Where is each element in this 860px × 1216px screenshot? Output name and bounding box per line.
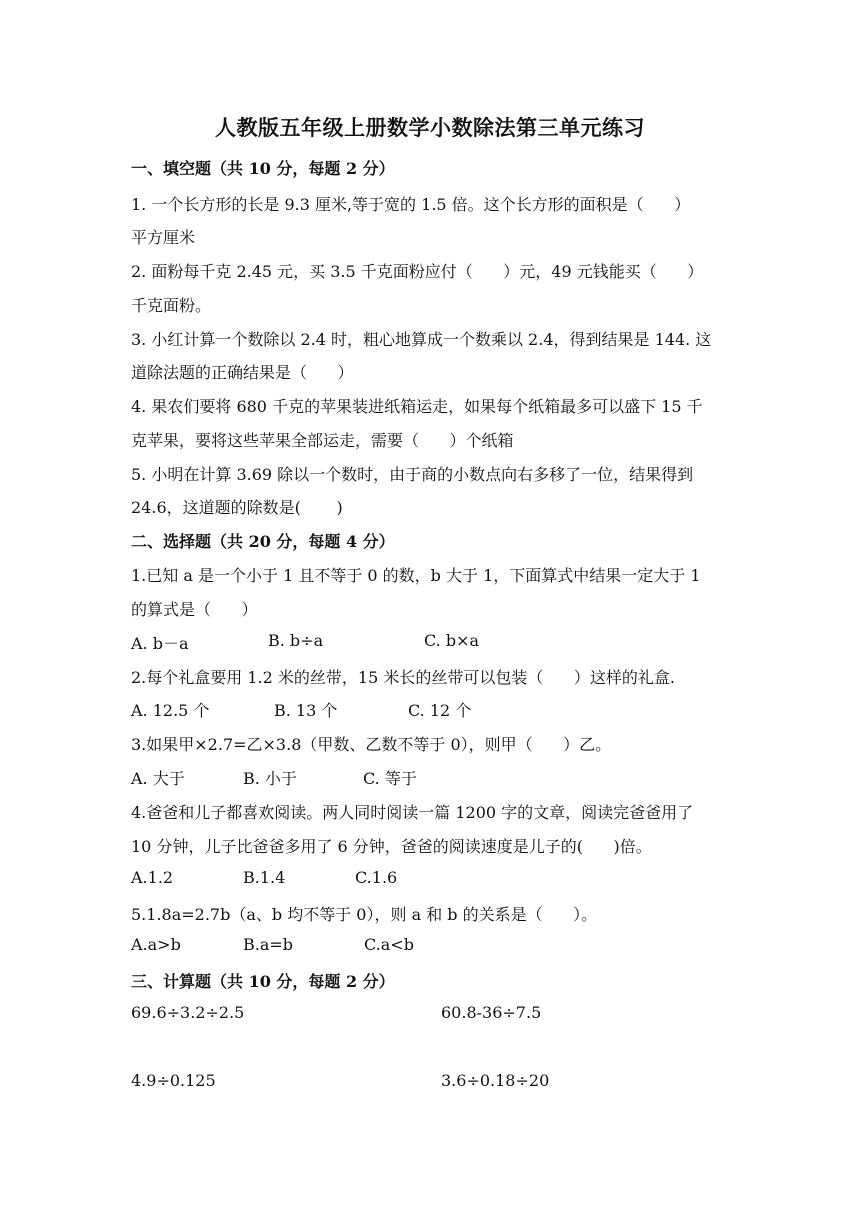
q2-5-option-a: A.a>b	[131, 935, 181, 954]
q2-4-option-a: A.1.2	[131, 868, 174, 887]
q2-2-option-a: A. 12.5 个	[131, 701, 210, 720]
q2-1-option-a: A. b－a	[131, 634, 189, 653]
q1-3-line2: 道除法题的正确结果是（ ）	[131, 363, 354, 382]
q2-2-option-c: C. 12 个	[408, 701, 472, 720]
q1-1-line2: 平方厘米	[131, 228, 196, 247]
q2-5-line: 5.1.8a=2.7b（a、b 均不等于 0），则 a 和 b 的关系是（ ）。	[131, 905, 598, 924]
q2-2-line: 2.每个礼盒要用 1.2 米的丝带，15 米长的丝带可以包装（ ）这样的礼盒.	[131, 668, 675, 687]
q2-1-line2: 的算式是（ ）	[131, 600, 258, 619]
q1-4-line2: 克苹果，要将这些苹果全部运走，需要（ ）个纸箱	[131, 431, 514, 450]
calc-problem-4: 3.6÷0.18÷20	[441, 1071, 550, 1090]
q2-5-option-c: C.a<b	[364, 935, 414, 954]
q2-4-line1: 4.爸爸和儿子都喜欢阅读。两人同时阅读一篇 1200 字的文章，阅读完爸爸用了	[131, 803, 694, 822]
q1-5-line2: 24.6，这道题的除数是( )	[131, 498, 343, 517]
page-title: 人教版五年级上册数学小数除法第三单元练习	[215, 115, 645, 140]
calc-problem-2: 60.8-36÷7.5	[441, 1003, 542, 1022]
q2-2-option-b: B. 13 个	[274, 701, 338, 720]
q2-5-option-b: B.a=b	[243, 935, 294, 954]
q2-3-option-b: B. 小于	[243, 769, 297, 788]
q1-5-line1: 5. 小明在计算 3.69 除以一个数时，由于商的小数点向右多移了一位，结果得到	[131, 465, 694, 484]
q1-2-line1: 2. 面粉每千克 2.45 元，买 3.5 千克面粉应付（ ）元，49 元钱能买（ ）	[131, 262, 704, 281]
q2-3-option-c: C. 等于	[363, 769, 417, 788]
section-3-heading: 三、计算题（共 10 分，每题 2 分）	[131, 972, 395, 991]
q2-3-option-a: A. 大于	[131, 769, 185, 788]
q2-4-option-c: C.1.6	[355, 868, 398, 887]
q1-4-line1: 4. 果农们要将 680 千克的苹果装进纸箱运走，如果每个纸箱最多可以盛下 15 千	[131, 397, 703, 416]
section-2-heading: 二、选择题（共 20 分，每题 4 分）	[131, 532, 395, 551]
q2-1-option-b: B. b÷a	[268, 631, 324, 650]
q1-2-line2: 千克面粉。	[131, 296, 212, 315]
q2-3-line: 3.如果甲×2.7=乙×3.8（甲数、乙数不等于 0），则甲（ ）乙。	[131, 735, 612, 754]
q2-4-line2: 10 分钟，儿子比爸爸多用了 6 分钟，爸爸的阅读速度是儿子的( )倍。	[131, 837, 652, 856]
q1-3-line1: 3. 小红计算一个数除以 2.4 时，粗心地算成一个数乘以 2.4，得到结果是 144. 这	[131, 330, 712, 349]
section-1-heading: 一、填空题（共 10 分，每题 2 分）	[131, 159, 395, 178]
calc-problem-3: 4.9÷0.125	[131, 1071, 216, 1090]
q1-1-line1: 1. 一个长方形的长是 9.3 厘米,等于宽的 1.5 倍。这个长方形的面积是（ ）	[131, 195, 691, 214]
q2-4-option-b: B.1.4	[243, 868, 286, 887]
q2-1-line1: 1.已知 a 是一个小于 1 且不等于 0 的数，b 大于 1，下面算式中结果一定大于 1	[131, 566, 701, 585]
q2-1-option-c: C. b×a	[424, 631, 480, 650]
calc-problem-1: 69.6÷3.2÷2.5	[131, 1003, 245, 1022]
